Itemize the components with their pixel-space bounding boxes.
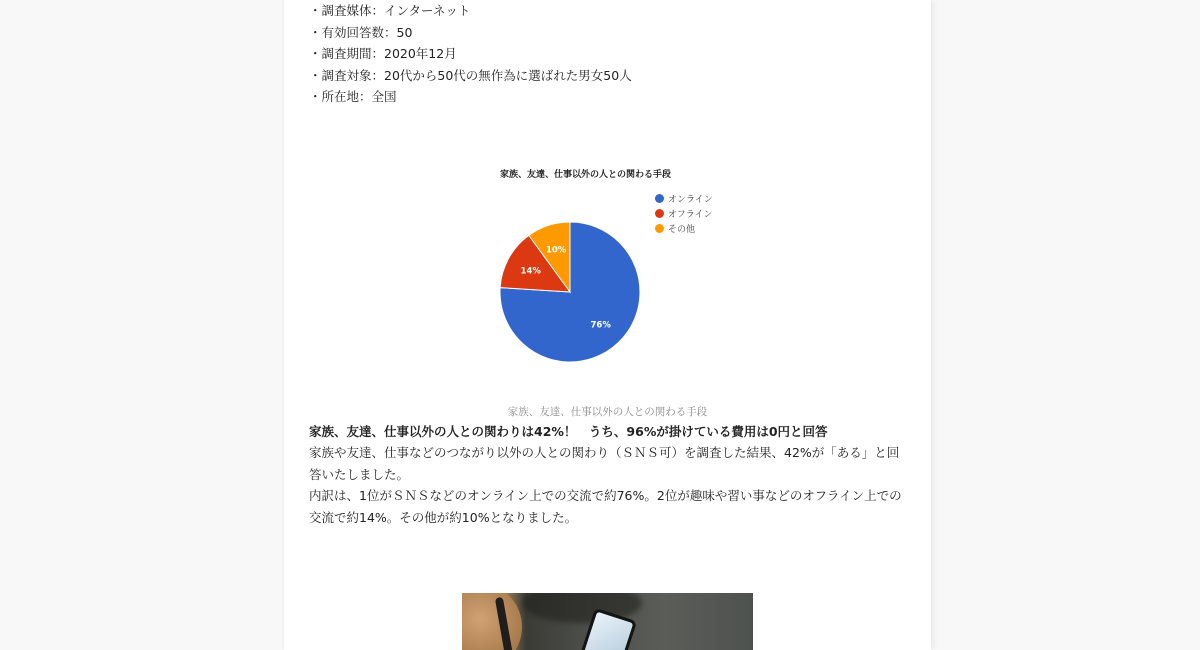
section-headline: 家族、友達、仕事以外の人との関わりは42%！ うち、96%が掛けている費用は0円と回答 (309, 424, 828, 439)
spec-item-location: ・所在地：全国 (309, 89, 397, 105)
legend-item-online (655, 191, 713, 206)
chart-caption: 家族、友達、仕事以外の人との関わる手段 (507, 406, 708, 418)
spec-item-medium: ・調査媒体：インターネット (309, 3, 471, 18)
pie-slice-label: 10% (545, 245, 567, 256)
pie-chart (484, 160, 734, 375)
spec-item-responses: ・有効回答数：50 (309, 24, 413, 40)
legend-item-offline (655, 206, 713, 221)
spec-item-period: ・調査期間：2020年12月 (309, 46, 457, 62)
article-photo (462, 593, 753, 650)
pie-slice-label: 14% (520, 266, 541, 277)
spec-item-target: ・調査対象：20代から50代の無作為に選ばれた男女50人 (309, 67, 632, 83)
legend-label: オンライン (668, 195, 713, 205)
legend-item-other (655, 221, 713, 236)
chart-legend (655, 191, 713, 236)
article-page (284, 0, 931, 650)
legend-dot-icon (655, 194, 664, 203)
chart-title: 家族、友達、仕事以外の人との関わる手段 (500, 170, 672, 180)
legend-label: その他 (668, 225, 696, 235)
paragraph: 内訳は、1位がＳＮＳなどのオンライン上での交流で約76%。2位が趣味や習い事などのオフライン上での交流で約14%。その他が約10%となりました。 (309, 488, 902, 525)
legend-dot-icon (655, 209, 664, 218)
paragraph: 家族や友達、仕事などのつながり以外の人との関わり（ＳＮＳ可）を調査した結果、42%が「ある」と回答いたしました。 (309, 445, 900, 482)
survey-spec-list (309, 0, 909, 108)
legend-dot-icon (655, 224, 664, 233)
legend-label: オフライン (668, 210, 713, 220)
pie-slice-label: 76% (590, 320, 611, 331)
article-body (309, 442, 909, 528)
